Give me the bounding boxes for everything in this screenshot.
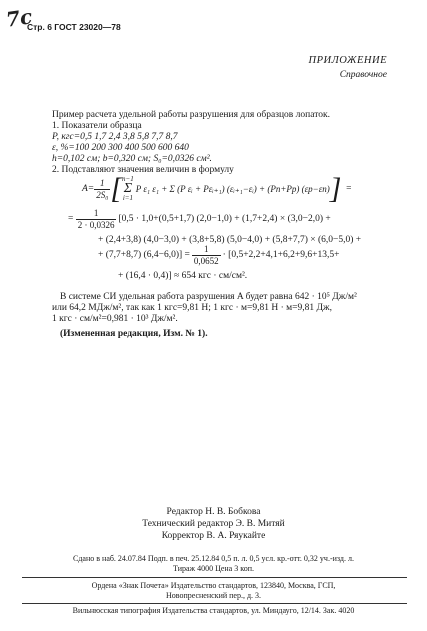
si-paragraph-line-1: В системе СИ удельная работа разрушения A будет равна 642 · 10⁵ Дж/м² (60, 292, 357, 302)
print-info-line-2: Тираж 4000 Цена 3 коп. (173, 564, 254, 573)
left-bracket: [ (110, 172, 123, 205)
calc-fraction-2 (192, 244, 221, 267)
calc-line-4: + (16,4 · 0,4)] ≈ 654 кгс · см/см². (118, 271, 248, 281)
fraction-denominator: 2S₀ (96, 189, 109, 200)
calc-fraction-1-numerator: 1 (76, 208, 117, 220)
credit-corrector: Корректор В. А. Ряукайте (161, 531, 266, 541)
publisher-line-3: Вильнюсская типография Издательства стандартов, ул. Миндауго, 12/14. Зак. 4020 (72, 606, 355, 615)
si-paragraph-line-3: 1 кгс · см/м²=0,981 · 10³ Дж/м². (52, 314, 178, 324)
calc-line-1-text: [0,5 · 1,0+(0,5+1,7) (2,0−1,0) + (1,7+2,4) × (3,0−2,0) + (118, 213, 331, 224)
section-1-heading: 1. Показатели образца (52, 121, 142, 131)
formula-fraction (94, 178, 110, 201)
credit-editor: Редактор Н. В. Бобкова (166, 507, 261, 517)
intro-text: Пример расчета удельной работы разрушения для образцов лопаток. (52, 110, 330, 120)
publisher-line-1: Ордена «Знак Почета» Издательство стандартов, 123840, Москва, ГСП, (91, 581, 336, 590)
si-paragraph-line-2: или 64,2 МДж/м², так как 1 кгс=9,81 Н; 1 кгс · м=9,81 Н · м=9,81 Дж, (52, 303, 332, 313)
calc-line-3-start: + (7,7+8,7) (6,4−6,0)] = (98, 249, 190, 260)
fraction-numerator: 1 (94, 178, 110, 190)
handwritten-mark: 7c (4, 4, 34, 32)
section-2-heading: 2. Подставляют значения величин в формулу (52, 165, 234, 175)
sum-limits (122, 176, 134, 202)
page-header: Стр. 6 ГОСТ 23020—78 (27, 22, 121, 32)
credit-tech-editor: Технический редактор Э. В. Митяй (142, 519, 285, 529)
footer-divider-2 (22, 603, 407, 604)
footer-divider (22, 577, 407, 578)
formula (82, 172, 352, 206)
sum-upper-limit: n−1 (122, 175, 134, 183)
calc-line-3 (98, 244, 339, 266)
right-bracket: ] (329, 172, 342, 205)
formula-equals: = (345, 183, 352, 194)
calc-line-3-end: · [0,5+2,2+4,1+6,2+9,6+13,5+ (222, 249, 340, 260)
publisher-line-2: Новопресненский пер., д. 3. (165, 591, 262, 600)
formula-body: P ε₁ ε₁ + Σ (P εᵢ + Pεᵢ₊₁) (εᵢ₊₁−εᵢ) + (Pп+Pр) (εр−εп) (135, 183, 330, 194)
calc-line-1: = $\frac{1}{2 \cdot 0,0326}$ [0,5 · 1,0+(0,5+1,7) (2,0−1,0) + (1,7+2,4) × (3,0−2,0) + (68, 207, 331, 230)
calc-fraction-2-denominator: 0,0652 (193, 255, 219, 266)
sum-lower-limit: i=1 (122, 194, 133, 202)
print-info-line-1: Сдано в наб. 24.07.84 Подп. в печ. 25.12.84 0,5 п. л. 0,5 усл. кр.-отт. 0,32 уч.-изд. л. (73, 554, 354, 563)
appendix-title: ПРИЛОЖЕНИЕ (308, 55, 387, 66)
appendix-subtitle: Справочное (339, 70, 387, 80)
strain-values: ε, %=100 200 300 400 500 600 640 (52, 143, 189, 153)
dimensions: h=0,102 см; b=0,320 см; S₀=0,0326 см². (52, 154, 212, 164)
calc-fraction-1-denominator: 2 · 0,0326 (77, 219, 115, 230)
calc-fraction-2-numerator: 1 (192, 244, 221, 256)
calc-line-2: + (2,4+3,8) (4,0−3,0) + (3,8+5,8) (5,0−4,0) + (5,8+7,7) × (6,0−5,0) + (98, 235, 362, 245)
load-values: P, кгс=0,5 1,7 2,4 3,8 5,8 7,7 8,7 (52, 132, 178, 142)
revision-note: (Измененная редакция, Изм. № 1). (60, 329, 208, 339)
formula-lhs: A= (82, 183, 95, 194)
calc-fraction-1 (76, 208, 117, 231)
sum-sign: Σ (123, 181, 133, 196)
